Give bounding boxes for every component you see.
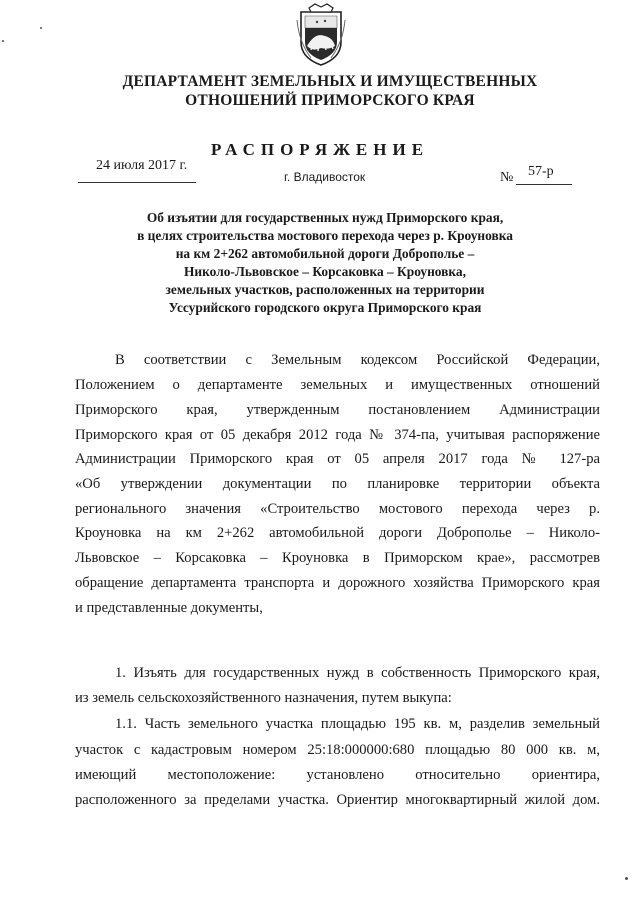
preamble-line: Приморского края от 05 декабря 2012 года № 374-па, учитывая распоряжение [75,427,600,443]
clause-1-1-line: участок с кадастровым номером 25:18:000000:680 площадью 80 000 кв. м, [75,742,600,758]
department-name-line1: ДЕПАРТАМЕНТ ЗЕМЕЛЬНЫХ И ИМУЩЕСТВЕННЫХ [122,73,538,90]
scan-speck [625,877,628,880]
preamble-line: регионального значения «Строительство мостового перехода через р. [75,501,600,517]
scan-speck [2,40,4,42]
preamble-line: обращение департамента транспорта и дорожного хозяйства Приморского края [75,575,600,591]
preamble-line: Положением о департаменте земельных и имущественных отношений [75,377,600,393]
preamble-line: Кроуновка на км 2+262 автомобильной дороги Доброполье – Николо- [75,525,600,541]
subject-line-2: в целях строительства мостового перехода через р. Кроуновка [137,228,513,243]
clause-1-line: 1. Изъять для государственных нужд в собственность Приморского края, [115,665,600,681]
clause-1-1-line: 1.1. Часть земельного участка площадью 195 кв. м, разделив земельный [115,716,600,732]
document-type-title: РАСПОРЯЖЕНИЕ [210,140,430,159]
subject-line-5: земельных участков, расположенных на территории [165,282,485,297]
clause-1-1-line: расположенного за пределами участка. Ориентир многоквартирный жилой дом. [75,792,600,808]
subject-line-3: на км 2+262 автомобильной дороги Доброполье – [175,246,475,261]
preamble-line: Приморского края, утвержденным постановлением Администрации [75,402,600,418]
subject-line-1: Об изъятии для государственных нужд Приморского края, [146,210,504,225]
document-date: 24 июля 2017 г. [96,158,188,173]
clause-1-1-line: имеющий местоположение: установлено относительно ориентира, [75,767,600,783]
document-number: 57-р [528,164,554,179]
preamble-line: «Об утверждении документации по планировке территории объекта [75,476,600,492]
coat-of-arms-emblem [295,2,347,68]
preamble-line: В соответствии с Земельным кодексом Российской Федерации, [115,352,600,368]
preamble-line: Львовское – Корсаковка – Кроуновка в Приморском крае», рассмотрев [75,550,600,566]
subject-line-6: Уссурийского городского округа Приморского края [168,300,482,315]
preamble-line: Администрации Приморского края от 05 апреля 2017 года № 127-ра [75,451,600,467]
scan-speck [40,27,42,29]
number-underline [516,184,572,185]
subject-line-4: Николо-Львовское – Корсаковка – Кроуновка, [184,264,466,279]
department-name-line2: ОТНОШЕНИЙ ПРИМОРСКОГО КРАЯ [185,92,475,109]
clause-1-line: из земель сельскохозяйственного назначения, путем выкупа: [75,690,452,706]
preamble-line: и представленные документы, [75,600,263,616]
date-underline [78,182,196,183]
document-city: г. Владивосток [284,170,366,184]
number-sign: № [500,170,514,185]
